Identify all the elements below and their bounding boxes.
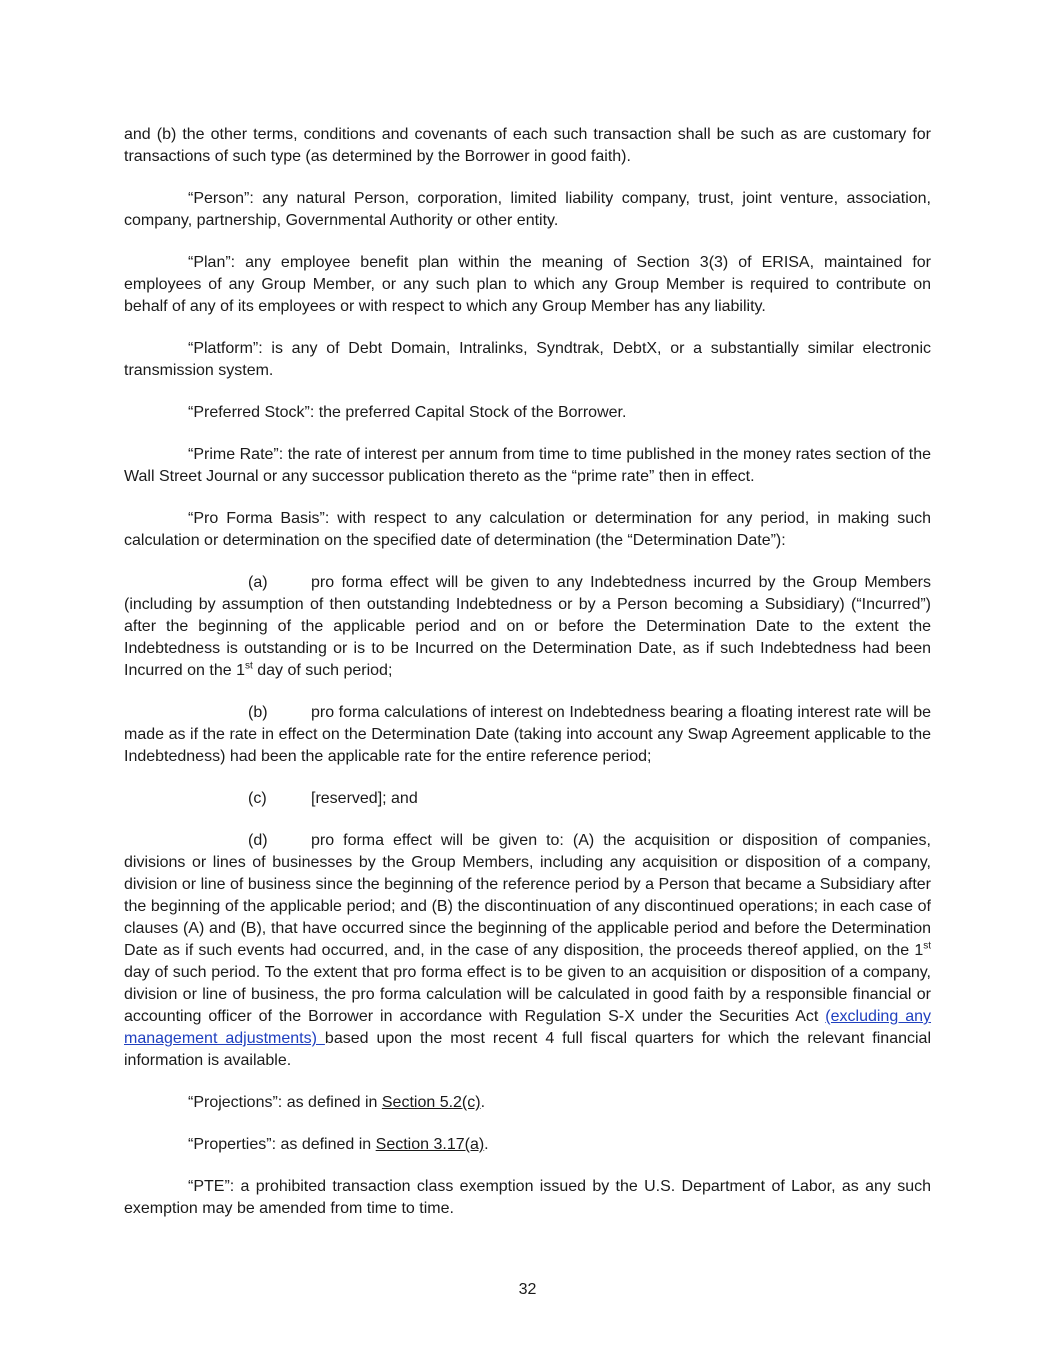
- clause-a-superscript: st: [244, 660, 253, 672]
- page-number: 32: [518, 1281, 537, 1298]
- definition-pro-forma-basis: “Pro Forma Basis”: with respect to any calculation or determination for any period, in making such calculation or determination on the specified date of determination (the “Determination Date”):: [124, 510, 931, 549]
- clause-b: [124, 702, 931, 768]
- clause-d-text-middle: day of such period. To the extent that pro forma effect is to be given to an acquisition or disposition of a company, division or line of business, the pro forma calculation will be calculated in good faith by a responsible financial or accounting officer of the Borrower in accordance with Regulation S-X under the Securities Act: [124, 964, 931, 1025]
- projections-text: “Projections”: as defined in: [188, 1094, 382, 1111]
- paragraph-continuation: and (b) the other terms, conditions and covenants of each such transaction shall be such as are customary for transactions of such type (as determined by the Borrower in good faith).: [124, 126, 931, 165]
- definition-prime-rate: “Prime Rate”: the rate of interest per annum from time to time published in the money rates section of the Wall Street Journal or any successor publication thereto as the “prime rate” then in effect.: [124, 446, 931, 485]
- clause-b-label: (b): [248, 704, 268, 721]
- clause-d-text-end: based upon the most recent 4 full fiscal quarters for which the relevant financial information is available.: [124, 1030, 931, 1069]
- clause-c: [124, 788, 931, 810]
- section-3-17-a-reference: Section 3.17(a): [375, 1136, 485, 1153]
- clause-b-text: pro forma calculations of interest on Indebtedness bearing a floating interest rate will be made as if the rate in effect on the Determination Date (taking into account any Swap Agreement applicable to the Indebtedness) had been the applicable rate for the entire reference period;: [124, 704, 931, 765]
- section-5-2-c-reference: Section 5.2(c): [381, 1094, 481, 1111]
- definition-person: “Person”: any natural Person, corporation, limited liability company, trust, joint venture, association, company, partnership, Governmental Authority or other entity.: [124, 190, 931, 229]
- definition-preferred-stock: “Preferred Stock”: the preferred Capital Stock of the Borrower.: [188, 404, 627, 421]
- projections-end: .: [480, 1094, 486, 1111]
- clause-d-superscript: st: [923, 940, 931, 952]
- clause-c-label: (c): [248, 790, 267, 807]
- properties-text: “Properties”: as defined in: [188, 1136, 376, 1153]
- clause-c-text: [reserved]; and: [311, 790, 418, 807]
- definition-platform: “Platform”: is any of Debt Domain, Intralinks, Syndtrak, DebtX, or a substantially similar electronic transmission system.: [124, 340, 931, 379]
- clause-a: [124, 572, 931, 682]
- definition-properties: [124, 1134, 931, 1156]
- management-adjustments-link[interactable]: (excluding any management adjustments): [124, 1008, 932, 1047]
- clause-d-label: (d): [248, 832, 268, 849]
- document-body: [124, 124, 931, 1240]
- definition-plan: “Plan”: any employee benefit plan within the meaning of Section 3(3) of ERISA, maintained for employees of any Group Member, or any such plan to which any Group Member is required to contribute on behalf of any of its employees or with respect to which any Group Member has any liability.: [124, 254, 931, 315]
- definition-projections: [124, 1092, 931, 1114]
- definition-pte: “PTE”: a prohibited transaction class exemption issued by the U.S. Department of Labor, as any such exemption may be amended from time to time.: [124, 1178, 931, 1217]
- properties-end: .: [484, 1136, 489, 1153]
- clause-a-label: (a): [248, 574, 268, 591]
- clause-a-text-end: day of such period;: [252, 662, 393, 679]
- clause-d-text: pro forma effect will be given to: (A) the acquisition or disposition of companies, divisions or lines of businesses by the Group Members, including any acquisition or disposition of a company, division or line of business since the beginning of the reference period by a Person that became a Subsidiary after the beginning of the applicable period; and (B) the discontinuation of any discontinued operations; in each case of clauses (A) and (B), that have occurred since the beginning of the applicable period and before the Determination Date as if such events had occurred, and, in the case of any disposition, the proceeds thereof applied, on the 1: [124, 832, 931, 959]
- clause-d: [124, 830, 931, 1072]
- clause-a-text: pro forma effect will be given to any Indebtedness incurred by the Group Members (including by assumption of then outstanding Indebtedness or by a Person becoming a Subsidiary) (“Incurred”) after the beginning of the applicable period and on or before the Determination Date to the extent the Indebtedness is outstanding or is to be Incurred on the Determination Date, as if such Indebtedness had been Incurred on the 1: [124, 574, 931, 679]
